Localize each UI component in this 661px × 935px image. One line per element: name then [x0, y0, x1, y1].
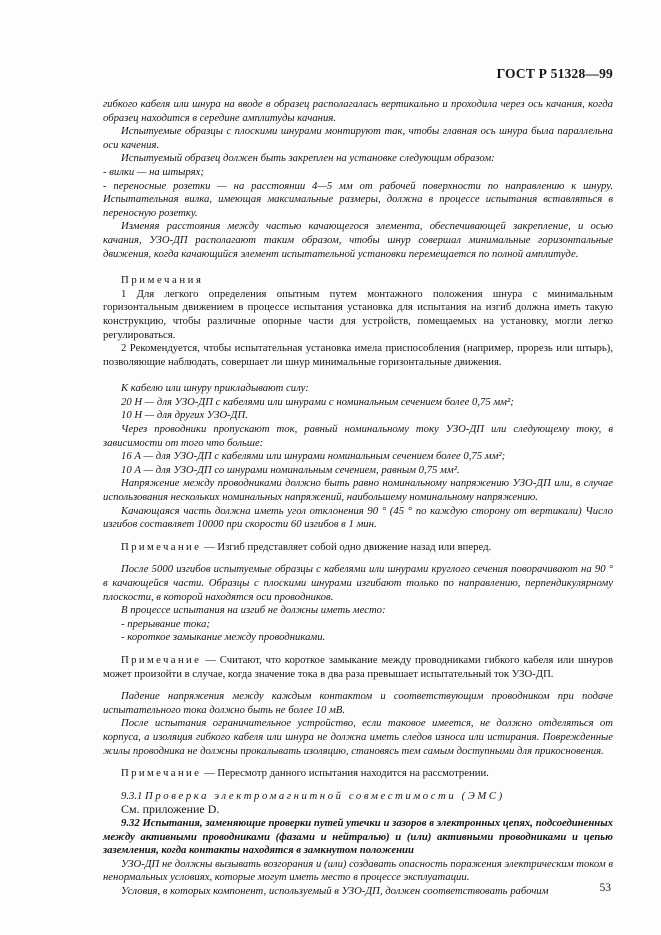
list-item: - прерывание тока;: [121, 617, 210, 630]
section-number: 9.3.1: [121, 789, 146, 802]
note-text: 2 Рекомендуется, чтобы испытательная установка имела приспособления (например, прорезь или штырь), позволяющие наблюдать, совершает ли шнур минимальные горизонтальные движения.: [103, 342, 613, 368]
section-heading: [103, 790, 613, 804]
list-item: - переносные розетки — на расстоянии 4—5 мм от рабочей поверхности по направлению к шнуру. Испытательная вилка, имеющая максимальные размеры, должна в процессе испытания вставляться в переносную розетку.: [103, 179, 613, 219]
paragraph: Условия, в которых компонент, используемый в УЗО-ДП, должен соответствовать рабочим: [121, 884, 549, 897]
paragraph: 10 А — для УЗО-ДП со шнурами номинальным сечением, равным 0,75 мм².: [121, 463, 460, 476]
section-heading: 9.32 Испытания, заменяющие проверки путей утечки и зазоров в электронных цепях, подсоединенных между активными проводниками (фазами и нейтралью) и (или) активными проводниками и цепью заземления, когда контакты находятся в замкнутом положении: [103, 816, 613, 857]
standard-header: ГОСТ Р 51328—99: [496, 66, 613, 81]
note: [103, 654, 613, 681]
list-item: - короткое замыкание между проводниками.: [121, 631, 326, 644]
page-body: [103, 98, 613, 898]
note: [103, 767, 613, 781]
paragraph: К кабелю или шнуру прикладывают силу:: [121, 382, 309, 395]
paragraph: УЗО-ДП не должны вызывать возгорания и (или) создавать опасность поражения электрическим током в ненормальных условиях, которые могут иметь место в процессе эксплуатации.: [103, 857, 613, 884]
paragraph: гибкого кабеля или шнура на вводе в образец располагалась вертикально и проходила через ось качания, когда образец находится в середине амплитуды качания.: [103, 98, 613, 124]
note-text: — Считают, что короткое замыкание между проводниками гибкого кабеля или шнуров может произойти в случае, когда значение тока в два раза превышает испытательный ток УЗО-ДП.: [103, 653, 613, 680]
note: [103, 541, 613, 555]
note-label: Примечание: [121, 540, 202, 553]
paragraph: 20 Н — для УЗО-ДП с кабелями или шнурами с номинальным сечением более 0,75 мм²;: [121, 395, 514, 408]
section-title: Проверка электромагнитной совместимости (ЭМС): [145, 789, 505, 802]
paragraph: Через проводники пропускают ток, равный номинальному току УЗО-ДП или следующему току, в зависимости от того что больше:: [103, 423, 613, 449]
note-text: 1 Для легкого определения опытным путем монтажного положения шнура с минимальным горизонтальным движением в процессе испытания установка для испытания на изгиб должна иметь такую конструкцию, чтобы различные опорные части для устройств, помещаемых на установку, могли легко регулироваться.: [103, 287, 613, 341]
appendix-reference: См. приложение D.: [121, 802, 220, 817]
paragraph: В процессе испытания на изгиб не должны иметь место:: [121, 604, 386, 617]
paragraph: Напряжение между проводниками должно быть равно номинальному напряжению УЗО-ДП или, в случае использования нескольких номинальных напряжений, наибольшему номинальному напряжению.: [103, 477, 613, 504]
note-text: — Изгиб представляет собой одно движение назад или вперед.: [201, 540, 492, 553]
paragraph: Испытуемый образец должен быть закреплен на установке следующим образом:: [121, 152, 495, 165]
note-label: Примечание: [121, 767, 202, 780]
paragraph: После 5000 изгибов испытуемые образцы с кабелями или шнурами круглого сечения поворачивают на 90 ° в качающейся части. Образцы с плоскими шнурами изгибают только по направлению, перпендикулярному плоскости, в которой находятся оси проводников.: [103, 563, 613, 603]
note-label: Примечание: [121, 653, 202, 666]
paragraph: 10 Н — для других УЗО-ДП.: [121, 409, 248, 422]
paragraph: Испытуемые образцы с плоскими шнурами монтируют так, чтобы главная ось шнура была параллельна оси качения.: [103, 125, 613, 151]
paragraph: Качающаяся часть должна иметь угол отклонения 90 ° (45 ° по каждую сторону от вертикали) Число изгибов составляет 10000 при скорости 60 изгибов в 1 мин.: [103, 504, 613, 531]
notes-heading: Примечания: [121, 274, 204, 287]
paragraph: 16 А — для УЗО-ДП с кабелями или шнурами номинальным сечением более 0,75 мм²;: [121, 450, 506, 463]
note-text: — Пересмотр данного испытания находится на рассмотрении.: [201, 767, 489, 780]
list-item: - вилки — на штырях;: [103, 165, 204, 178]
page-number: 53: [599, 882, 611, 894]
paragraph: После испытания ограничительное устройство, если таковое имеется, не должно отделяться от корпуса, а изоляция гибкого кабеля или шнура не должна иметь следов износа или истирания. Поврежденные жилы проводника не должны прокалывать изоляцию, становясь тем самым доступными для прикосновения.: [103, 717, 613, 757]
paragraph: Падение напряжения между каждым контактом и соответствующим проводником при подаче испытательного тока должно быть не более 10 мВ.: [103, 690, 613, 716]
paragraph: Изменяя расстояния между частью качающегося элемента, обеспечивающей закрепление, и осью качания, УЗО-ДП располагают таким образом, чтобы шнур совершал минимальные горизонтальные движения, когда качающийся элемент испытательной установки перемещается по полной амплитуде.: [103, 220, 613, 260]
